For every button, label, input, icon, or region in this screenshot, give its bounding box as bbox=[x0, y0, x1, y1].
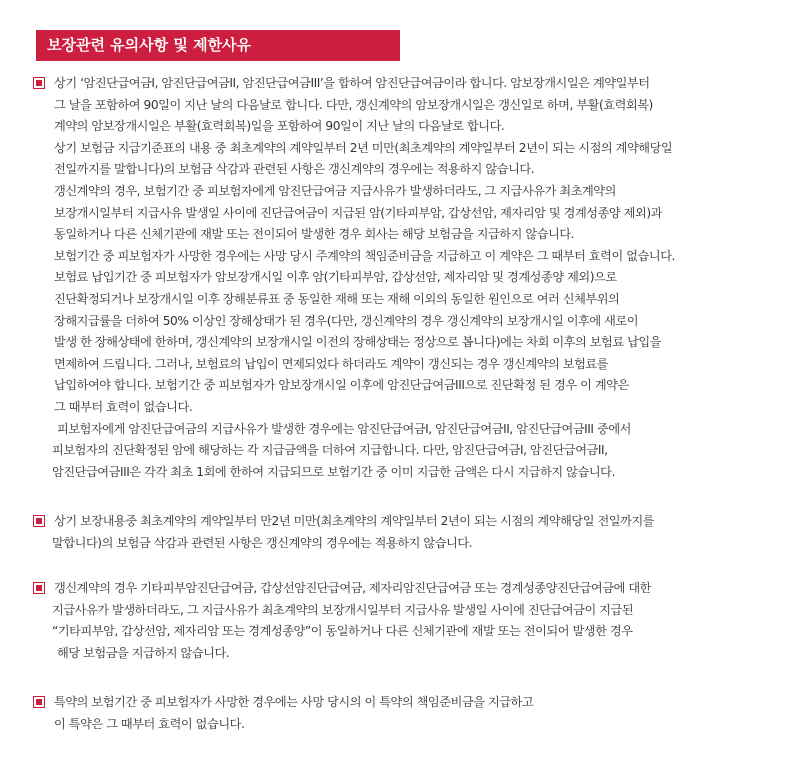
notice-section-1 bbox=[33, 73, 786, 483]
notice-line: 상기 보험금 지급기준표의 내용 중 최초계약의 계약일부터 2년 미만(최초계약의 계약일부터 2년이 되는 시점의 계약해당일 bbox=[54, 140, 673, 155]
square-bullet-icon bbox=[33, 582, 45, 594]
square-bullet-icon bbox=[33, 515, 45, 527]
notice-line: 계약의 암보장개시일은 부활(효력회복)일을 포함하여 90일이 지난 날의 다음날로 합니다. bbox=[54, 119, 505, 134]
notice-line: 보장개시일부터 지급사유 발생일 사이에 진단급여금이 지급된 암(기타피부암, 갑상선암, 제자리암 및 경계성종양 제외)과 bbox=[54, 205, 662, 220]
notice-line: 말합니다)의 보험금 삭감과 관련된 사항은 갱신계약의 경우에는 적용하지 않습니다. bbox=[52, 535, 473, 550]
notice-line: 지급사유가 발생하더라도, 그 지급사유가 최초계약의 보장개시일부터 지급사유 발생일 사이에 진단급여금이 지급된 bbox=[52, 602, 634, 617]
notice-line: 상기 보장내용중 최초계약의 계약일부터 만2년 미만(최초계약의 계약일부터 2년이 되는 시점의 계약해당일 전일까지를 bbox=[54, 514, 655, 528]
notice-line: 그 날을 포함하여 90일이 지난 날의 다음날로 합니다. 다만, 갱신계약의 암보장개시일은 갱신일로 하며, 부활(효력회복) bbox=[54, 97, 653, 112]
notice-section-4 bbox=[33, 692, 786, 735]
notice-line: 보험기간 중 피보험자가 사망한 경우에는 사망 당시 주계약의 책임준비금을 지급하고 이 계약은 그 때부터 효력이 없습니다. bbox=[54, 248, 675, 263]
notice-line: 피보험자에게 암진단급여금의 지급사유가 발생한 경우에는 암진단급여금I, 암진단급여금II, 암진단급여금III 중에서 bbox=[57, 421, 631, 436]
notice-line: 특약의 보험기간 중 피보험자가 사망한 경우에는 사망 당시의 이 특약의 책임준비금을 지급하고 bbox=[54, 695, 534, 709]
notice-line: “기타피부암, 갑상선암, 제자리암 또는 경계성종양”이 동일하거나 다른 신체기관에 재발 또는 전이되어 발생한 경우 bbox=[52, 624, 633, 639]
notice-line: 상기 ‘암진단급여금I, 암진단급여금II, 암진단급여금III’을 합하여 암진단급여금이라 합니다. 암보장개시일은 계약일부터 bbox=[54, 76, 650, 90]
notice-section-2 bbox=[33, 511, 786, 554]
notice-line: 해당 보험금을 지급하지 않습니다. bbox=[57, 645, 230, 660]
notice-section-3 bbox=[33, 578, 786, 664]
notice-line: 암진단급여금III은 각각 최초 1회에 한하여 지급되므로 보험기간 중 이미 지급한 금액은 다시 지급하지 않습니다. bbox=[52, 464, 615, 479]
notice-line: 면제하여 드립니다. 그러나, 보험료의 납입이 면제되었다 하더라도 계약이 갱신되는 경우 갱신계약의 보험료를 bbox=[54, 356, 609, 371]
square-bullet-icon bbox=[33, 696, 45, 708]
notice-line: 전일까지를 말합니다)의 보험금 삭감과 관련된 사항은 갱신계약의 경우에는 적용하지 않습니다. bbox=[54, 162, 535, 177]
notice-line: 동일하거나 다른 신체기관에 재발 또는 전이되어 발생한 경우 회사는 해당 보험금을 지급하지 않습니다. bbox=[54, 227, 575, 242]
notice-line: 갱신계약의 경우, 보험기간 중 피보험자에게 암진단급여금 지급사유가 발생하더라도, 그 지급사유가 최초계약의 bbox=[54, 183, 616, 198]
notice-line: 진단확정되거나 보장개시일 이후 장해분류표 중 동일한 재해 또는 재해 이외의 동일한 원인으로 여러 신체부위의 bbox=[54, 291, 620, 306]
notice-line: 납입하여야 합니다. 보험기간 중 피보험자가 암보장개시일 이후에 암진단급여금III으로 진단확정 된 경우 이 계약은 bbox=[54, 378, 629, 393]
notice-line: 이 특약은 그 때부터 효력이 없습니다. bbox=[54, 716, 245, 731]
notice-line: 보험료 납입기간 중 피보험자가 암보장개시일 이후 암(기타피부암, 갑상선암, 제자리암 및 경계성종양 제외)으로 bbox=[54, 270, 617, 285]
notice-line: 장해지급률을 더하여 50% 이상인 장해상태가 된 경우(다만, 갱신계약의 경우 갱신계약의 보장개시일 이후에 새로이 bbox=[54, 313, 639, 328]
notice-line: 그 때부터 효력이 없습니다. bbox=[54, 399, 193, 414]
section-title: 보장관련 유의사항 및 제한사유 bbox=[36, 30, 400, 61]
square-bullet-icon bbox=[33, 77, 45, 89]
notice-line: 피보험자의 진단확정된 암에 해당하는 각 지급금액을 더하여 지급합니다. 다만, 암진단급여금I, 암진단급여금II, bbox=[52, 443, 608, 458]
notice-line: 갱신계약의 경우 기타피부암진단급여금, 갑상선암진단급여금, 제자리암진단급여금 또는 경계성종양진단급여금에 대한 bbox=[54, 581, 651, 595]
notice-line: 발생 한 장해상태에 한하며, 갱신계약의 보장개시일 이전의 장해상태는 정상으로 봅니다)에는 차회 이후의 보험료 납입을 bbox=[54, 335, 662, 350]
